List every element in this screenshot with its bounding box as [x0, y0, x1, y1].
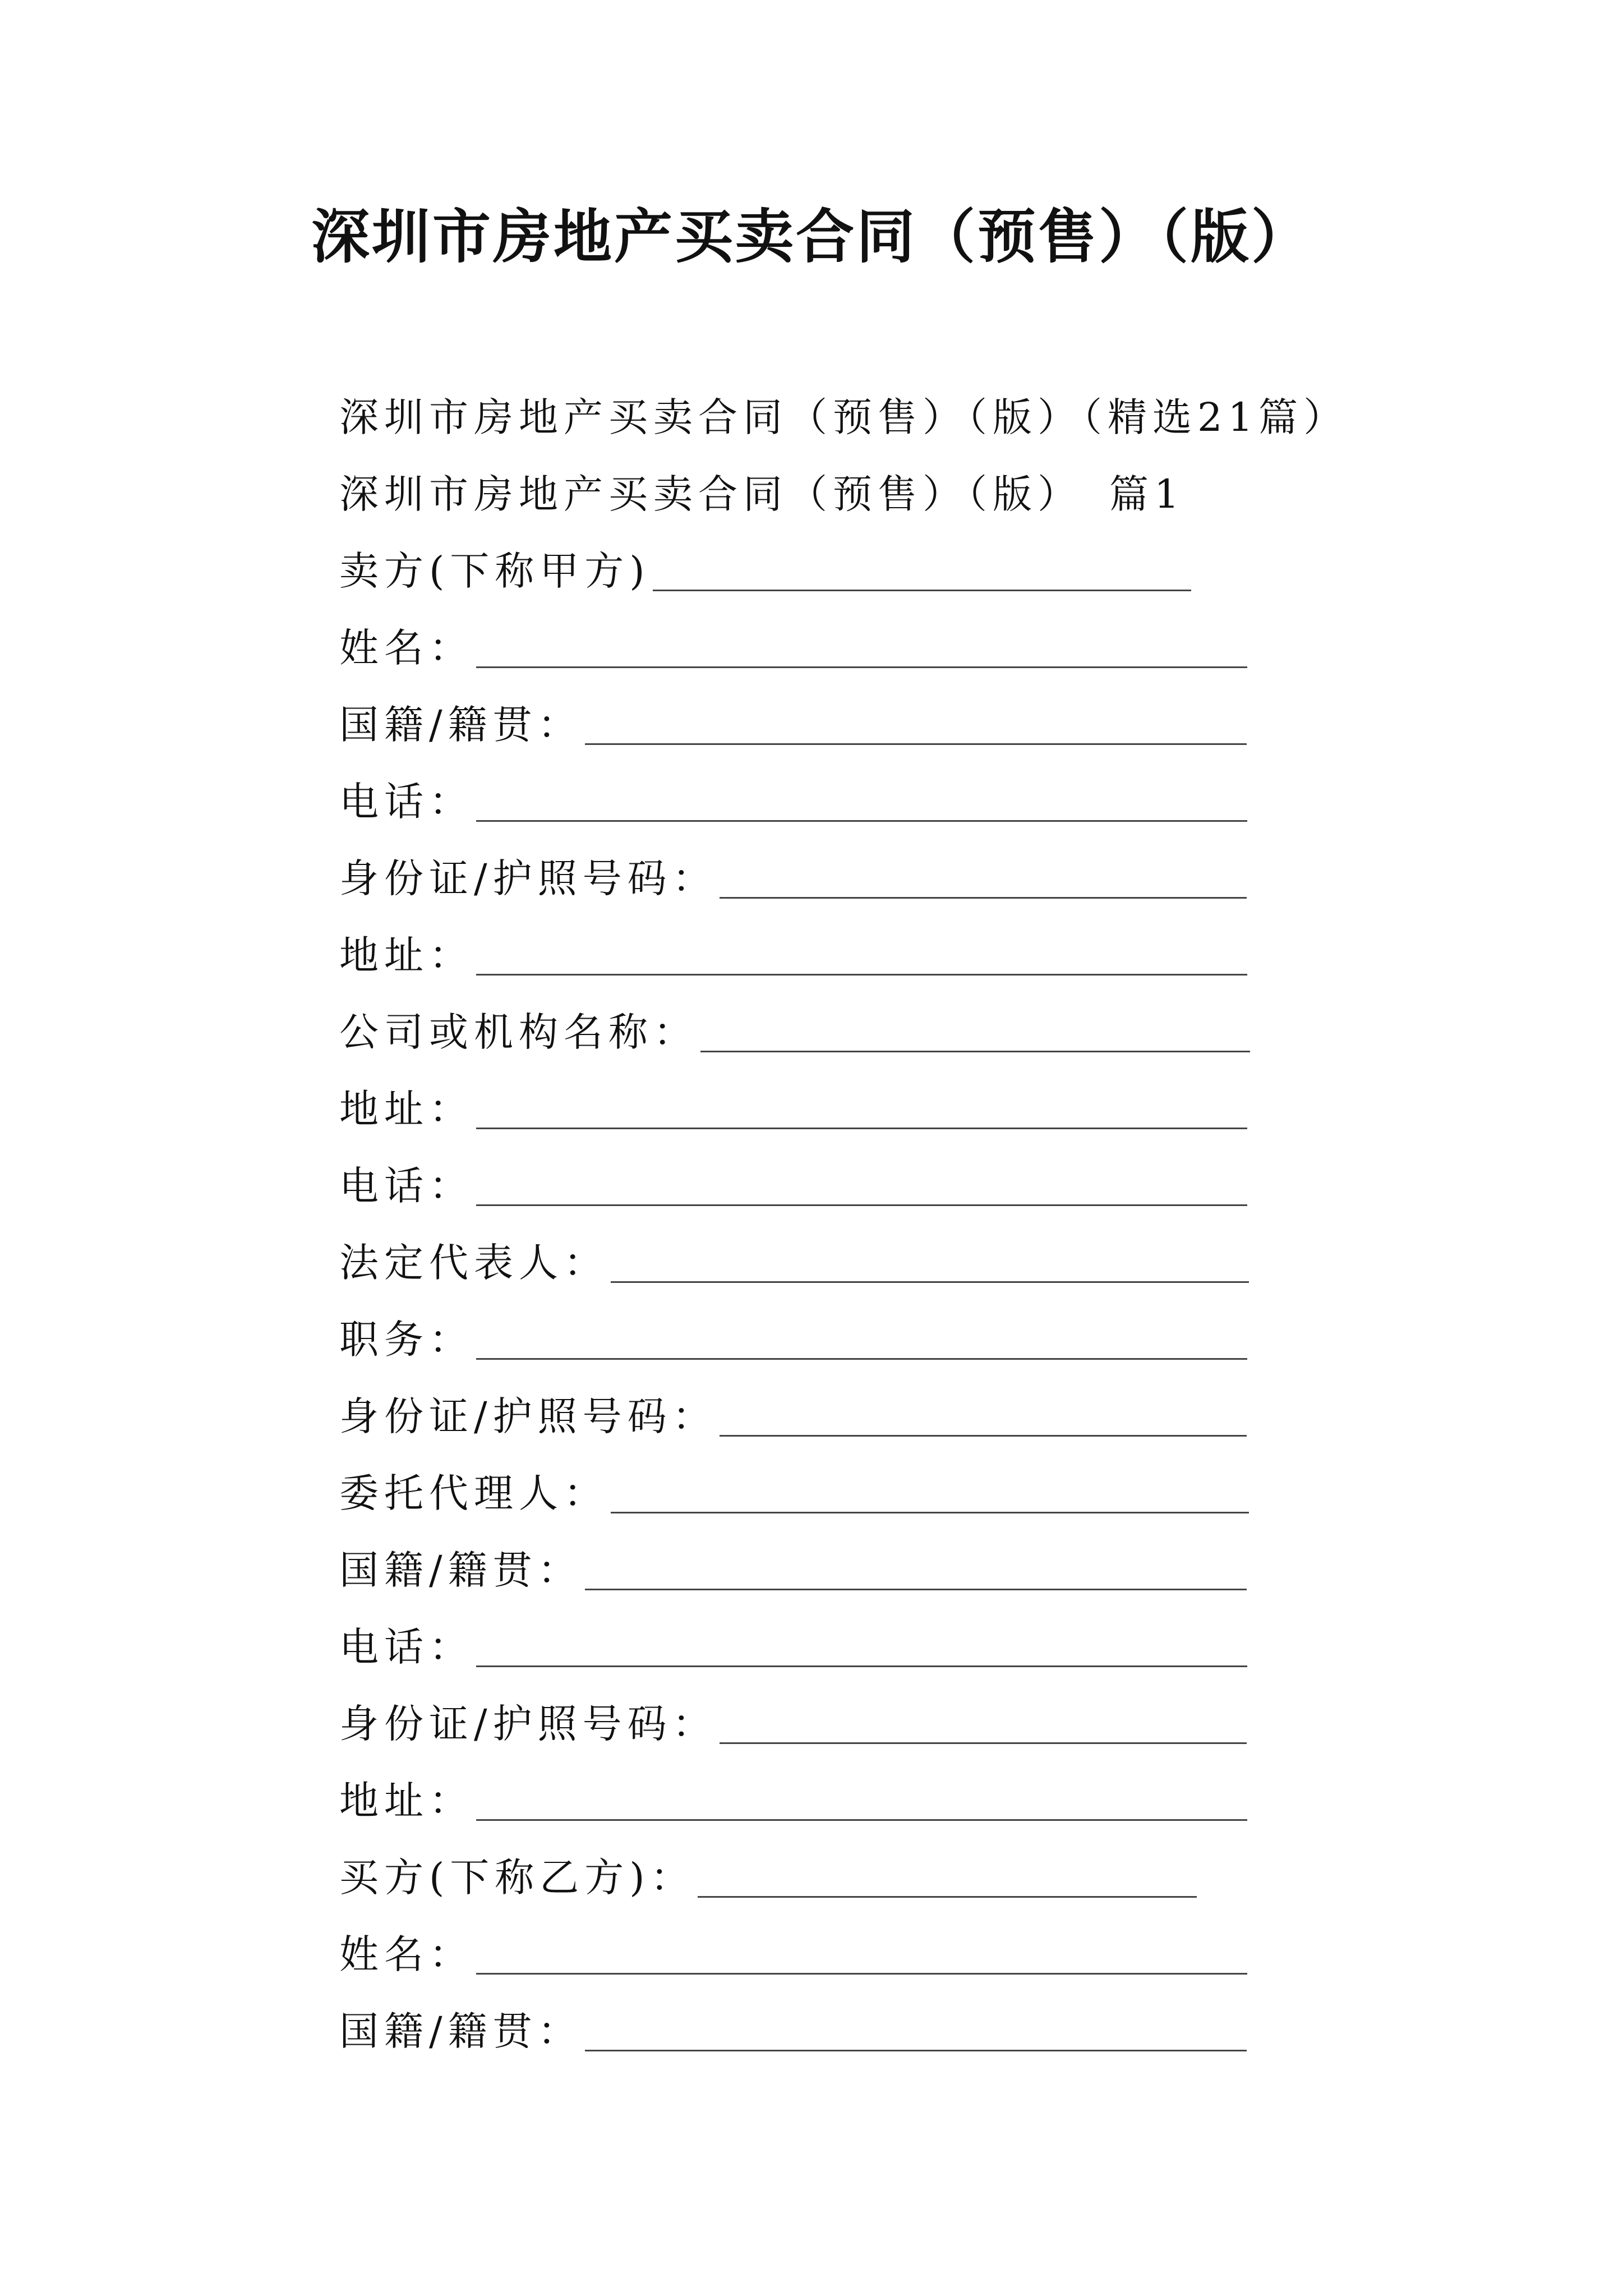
- buyer-field-label: 国籍/籍贯：: [339, 2008, 583, 2054]
- buyer-name-blank[interactable]: [698, 1858, 1197, 1898]
- form-field-row: [339, 994, 1326, 1071]
- seller-field-label: 委托代理人：: [339, 1470, 608, 1516]
- seller-nationality-field[interactable]: [585, 705, 1247, 745]
- seller-header: 卖方(下称甲方): [339, 548, 651, 594]
- seller-field-label: 公司或机构名称：: [339, 1009, 698, 1055]
- seller-field-label: 电话：: [339, 1163, 474, 1209]
- form-field-row: [339, 687, 1326, 763]
- seller-field-label: 电话：: [339, 1624, 474, 1670]
- document-title: 深圳市房地产买卖合同（预售）（版）: [311, 202, 1312, 271]
- form-field-row: [339, 1686, 1326, 1763]
- subtitle-line: [339, 379, 1349, 456]
- seller-agent-nationality-field[interactable]: [585, 1550, 1247, 1590]
- seller-legal-rep-field[interactable]: [611, 1243, 1249, 1283]
- seller-address-field[interactable]: [476, 936, 1247, 976]
- form-field-row: [339, 1071, 1326, 1148]
- form-field-row: [339, 1916, 1326, 1993]
- seller-field-label: 国籍/籍贯：: [339, 702, 583, 748]
- seller-name-field[interactable]: [476, 628, 1247, 668]
- buyer-name-field[interactable]: [476, 1935, 1247, 1975]
- form-field-row: [339, 1455, 1326, 1532]
- seller-field-label: 姓名：: [339, 625, 474, 671]
- form-field-row: [339, 917, 1326, 994]
- seller-agent-field[interactable]: [611, 1474, 1249, 1513]
- form-field-row: [339, 840, 1326, 917]
- form-field-row: [339, 1763, 1326, 1839]
- seller-position-field[interactable]: [476, 1320, 1247, 1360]
- seller-id-field[interactable]: [720, 859, 1247, 899]
- seller-name-blank[interactable]: [653, 551, 1191, 591]
- seller-agent-phone-field[interactable]: [476, 1627, 1247, 1667]
- buyer-nationality-field[interactable]: [585, 2012, 1247, 2051]
- seller-company-phone-field[interactable]: [476, 1166, 1247, 1206]
- document-body: [339, 379, 1349, 2070]
- seller-rep-id-field[interactable]: [720, 1397, 1247, 1437]
- seller-field-label: 职务：: [339, 1317, 474, 1363]
- buyer-header: 买方(下称乙方)：: [339, 1855, 695, 1901]
- form-field-row: [339, 1148, 1326, 1225]
- seller-company-address-field[interactable]: [476, 1089, 1247, 1129]
- form-field-row: [339, 1993, 1326, 2070]
- seller-agent-address-field[interactable]: [476, 1781, 1247, 1821]
- seller-field-label: 地址：: [339, 1086, 474, 1132]
- subtitle: 深圳市房地产买卖合同（预售）（版）（精选21篇）: [339, 394, 1349, 440]
- seller-field-label: 法定代表人：: [339, 1240, 608, 1286]
- buyer-field-label: 姓名：: [339, 1931, 474, 1977]
- seller-agent-id-field[interactable]: [720, 1704, 1247, 1744]
- section-heading: 深圳市房地产买卖合同（预售）（版）: [339, 471, 1082, 517]
- form-field-row: [339, 1378, 1326, 1455]
- section-number: 篇1: [1109, 471, 1185, 517]
- seller-field-label: 国籍/籍贯：: [339, 1547, 583, 1593]
- form-field-row: [339, 1532, 1326, 1609]
- seller-field-label: 身份证/护照号码：: [339, 855, 717, 901]
- form-field-row: [339, 1225, 1326, 1301]
- seller-field-label: 地址：: [339, 1778, 474, 1824]
- buyer-header-line: [339, 1839, 1326, 1916]
- form-field-row: [339, 1609, 1326, 1686]
- seller-field-label: 电话：: [339, 779, 474, 825]
- seller-company-field[interactable]: [700, 1013, 1250, 1052]
- form-field-row: [339, 763, 1326, 840]
- seller-field-label: 身份证/护照号码：: [339, 1701, 717, 1747]
- section-heading-line: [339, 456, 1326, 533]
- seller-field-label: 身份证/护照号码：: [339, 1393, 717, 1439]
- seller-phone-field[interactable]: [476, 782, 1247, 822]
- seller-field-label: 地址：: [339, 932, 474, 978]
- seller-header-line: [339, 533, 1326, 610]
- form-field-row: [339, 610, 1326, 687]
- form-field-row: [339, 1301, 1326, 1378]
